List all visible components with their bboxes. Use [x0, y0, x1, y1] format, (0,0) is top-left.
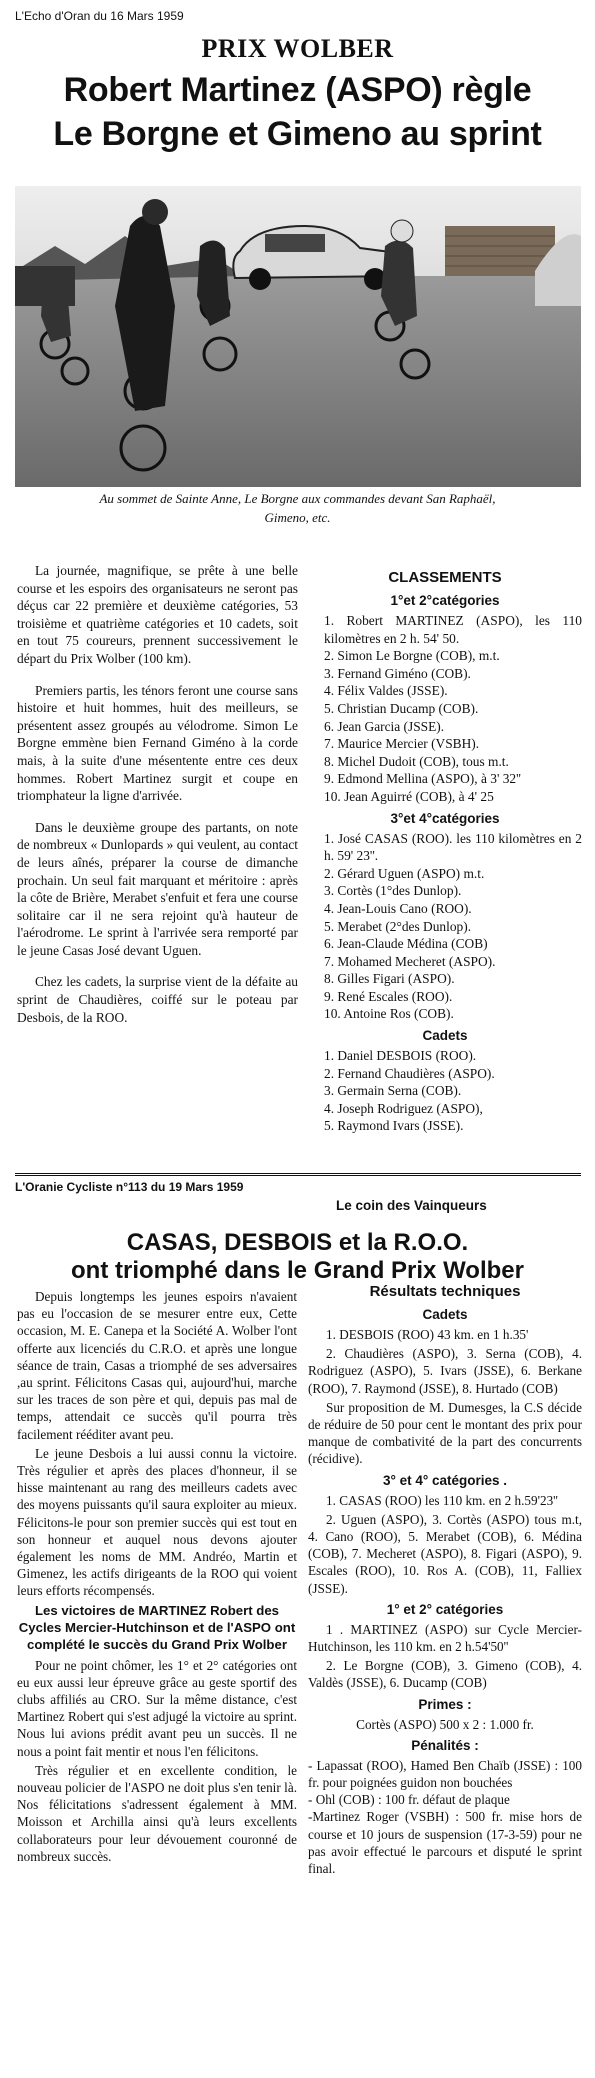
list-item: 1. Robert MARTINEZ (ASPO), les 110 kilomètres en 2 h. 54' 50.: [324, 613, 582, 646]
cadets-title: Cadets: [422, 1028, 468, 1044]
list-item: 10. Jean Aguirré (COB), à 4' 25: [324, 788, 494, 804]
results-title: Résultats techniques: [369, 1283, 521, 1300]
cadets-title-2: Cadets: [422, 1307, 468, 1322]
article2-body: [17, 1288, 297, 1867]
headline-line-2: Le Borgne et Gimeno au sprint: [53, 115, 542, 153]
section-divider: [15, 1173, 581, 1176]
penalty-line: - Ohl (COB) : 100 fr. défaut de plaque: [308, 1792, 510, 1808]
list-item: 8. Gilles Figari (ASPO).: [324, 971, 455, 987]
list-item: 2. Gérard Uguen (ASPO) m.t.: [324, 865, 485, 881]
cadets-note: Sur proposition de M. Dumesges, la C.S décide de réduire de 50 pour cent le montant des prix pour manque de combativité de la part des concurrents (récidive).: [308, 1399, 582, 1467]
list-item: 9. René Escales (ROO).: [324, 988, 453, 1004]
result-line: 2. Chaudières (ASPO), 3. Serna (COB), 4. Rodriguez (ASPO), 5. Ivars (JSSE), 6. Berkane (ROO), 7. Raymond (JSSE), 8. Hurtado (COB): [308, 1346, 582, 1396]
list-item: 2. Simon Le Borgne (COB), m.t.: [324, 648, 500, 664]
list-item: 4. Jean-Louis Cano (ROO).: [324, 900, 472, 916]
list-item: 7. Maurice Mercier (VSBH).: [324, 736, 480, 752]
cat3-title: 3°et 4°catégories: [390, 810, 500, 826]
headline2-line-2: ont triomphé dans le Grand Prix Wolber: [71, 1257, 524, 1284]
paragraph: Depuis longtemps les jeunes espoirs n'avaient pas eu l'occasion de se mesurer entre eux, Cette occasion, M. E. Canepa et la Société A. Wolber l'ont offerte aux licenciés du C.R.O. et après une longue séance de train, Casas a triomphé de ses adversaires ,au sprint. Félicitons Casas qui, aujourd'hui, marche sur les traces de son père et qui, depuis pas mal de temps, attendait ce succès qu'il pourra très facilement rééditer avant peu.: [17, 1289, 297, 1442]
list-item: 3. Germain Serna (COB).: [324, 1083, 462, 1099]
list-item: 8. Michel Dudoit (COB), tous m.t.: [324, 753, 509, 769]
cat1-title: 1°et 2°catégories: [390, 593, 500, 608]
result-line: 1. DESBOIS (ROO) 43 km. en 1 h.35': [326, 1327, 529, 1342]
list-item: 10. Antoine Ros (COB).: [324, 1006, 454, 1022]
list-item: 1. Daniel DESBOIS (ROO).: [324, 1048, 477, 1064]
race-photo-illustration: [15, 186, 581, 487]
penalites-title: Pénalités :: [411, 1737, 479, 1753]
paragraph: Pour ne point chômer, les 1° et 2° catégories ont eu eux aussi leur épreuve grâce au geste sportif des clubs affiliés au CRO. Sur la même distance, c'est Martinez Robert qui s'est adjugé la victoire au sprint. Nous lui avions prédit avant peu un succès. Il ne nous a point fait mentir et nous l'en félicitons.: [17, 1657, 297, 1759]
list-item: 7. Mohamed Mecheret (ASPO).: [324, 953, 496, 969]
result-line: 2. Uguen (ASPO), 3. Cortès (ASPO) tous m.t, 4. Cano (ROO), 5. Merabet (COB), 6. Médina (COB), 7. Mecheret (ASPO), 8. Figari (ASPO), 9. Escales (ROO), 10. Ros A. (COB), 11, Falliex (JSSE).: [308, 1511, 582, 1596]
paragraph: Très régulier et en excellente condition, le nouveau policier de l'ASPO ne doit plus s'en tenir là. Nos félicitations s'adressent également à MM. Moisson et Archilla ainsi qu'à leurs excellents collaborateurs pour leur dévouement couronné de nombreux succès.: [17, 1762, 297, 1864]
list-item: 2. Fernand Chaudières (ASPO).: [324, 1065, 495, 1081]
list-item: 5. Christian Ducamp (COB).: [324, 700, 479, 716]
source-line: L'Echo d'Oran du 16 Mars 1959: [15, 9, 184, 23]
cat1-title-2: 1° et 2° catégories: [386, 1601, 504, 1617]
subhead: Les victoires de MARTINEZ Robert des Cycles Mercier-Hutchinson et de l'ASPO ont complété le succès du Grand Prix Wolber: [18, 1602, 296, 1652]
paragraph: Chez les cadets, la surprise vient de la défaite au sprint de Chaudières, coiffé sur le poteau par Desbois, de la ROO.: [17, 974, 298, 1025]
classements: [308, 568, 582, 1135]
penalty-line: -Martinez Roger (VSBH) : 500 fr. mise hors de course et 10 jours de suspension (17-3-59) pour ne pas avoir effectué le parcours et disputé le sprint final.: [308, 1809, 582, 1877]
source-line-2: L'Oranie Cycliste n°113 du 19 Mars 1959: [15, 1180, 244, 1194]
list-item: 5. Merabet (2°des Dunlop).: [324, 918, 472, 934]
list-item: 3. Cortès (1°des Dunlop).: [324, 883, 462, 899]
paragraph: Le jeune Desbois a lui aussi connu la victoire. Très régulier et après des places d'honneur, il se hisse maintenant au rang des meilleurs cadets avec des moyens puissants qu'il saura exploiter au mieux. Félicitons-le pour son premier succès qui est tout en son honneur et auquel nous devons ajouter également les noms de MM. Andréo, Martin et Gimenez, les actifs dirigeants de la ROO qui voient leurs efforts récompensés.: [17, 1445, 297, 1599]
list-item: 1. José CASAS (ROO). les 110 kilomètres en 2 h. 59' 23''.: [324, 830, 582, 864]
list-item: 6. Jean Garcia (JSSE).: [324, 718, 445, 734]
list-item: 5. Raymond Ivars (JSSE).: [324, 1118, 464, 1134]
result-line: 2. Le Borgne (COB), 3. Gimeno (COB), 4. Valdès (JSSE), 6. Ducamp (COB): [308, 1658, 582, 1691]
headline-line-1: Robert Martinez (ASPO) règle: [63, 71, 532, 109]
cat3-title-2: 3° et 4° catégories .: [382, 1472, 508, 1488]
penalty-line: - Lapassat (ROO), Hamed Ben Chaïb (JSSE) : 100 fr. pour poignées guidon non bouchées: [308, 1757, 582, 1791]
paragraph: Premiers partis, les ténors feront une course sans histoire et huit hommes, huit des meilleurs, se présentent assez groupés au vélodrome. Simon Le Borgne emmène bien Fernand Giméno à la corde mais, à la suite d'une mésentente entre ces deux hommes. Robert Martinez surgit et coupe en triomphateur la ligne d'arrivée.: [17, 682, 298, 804]
list-item: 9. Edmond Mellina (ASPO), à 3' 32'': [324, 771, 521, 787]
list-item: 6. Jean-Claude Médina (COB): [324, 936, 488, 952]
list-item: 4. Félix Valdes (JSSE).: [324, 683, 448, 699]
result-line: 1. CASAS (ROO) les 110 km. en 2 h.59'23'': [326, 1492, 558, 1508]
list-item: 4. Joseph Rodriguez (ASPO),: [324, 1100, 483, 1116]
paragraph: La journée, magnifique, se prête à une belle course et les espoirs des organisateurs ne seront pas déçus car 22 première et deuxième catégories, 53 troisième et quatrième catégories et 10 cadets, soit en tout 75 coureurs, prennent successivement le départ du Prix Wolber (100 km).: [17, 563, 298, 666]
primes-line: Cortès (ASPO) 500 x 2 : 1.000 fr.: [356, 1716, 534, 1732]
paragraph: Dans le deuxième groupe des partants, on note de nombreux « Dunlopards » qui veulent, au contact de leurs aînés, préparer la course de dimanche prochain. Un seul fait marquant et méritoire : après la côte de Brière, Merabet s'enfuit et fera une course solitaire car il ne sera rejoint qu'à hauteur de l'aérodrome. Le sprint à l'arrivée sera remporté par le jeune Casas José devant Uguen.: [17, 819, 298, 958]
results: [308, 1282, 582, 1877]
article1-body: [17, 562, 298, 1040]
result-line: 1 . MARTINEZ (ASPO) sur Cycle Mercier-Hutchinson, les 110 km. en 2 h.54'50'': [308, 1621, 582, 1655]
race-photo: [15, 186, 581, 487]
primes-title: Primes :: [418, 1696, 472, 1712]
caption-line-1: Au sommet de Sainte Anne, Le Borgne aux commandes devant San Raphaël,: [99, 491, 496, 506]
corner-title: Le coin des Vainqueurs: [336, 1198, 487, 1213]
classements-title: CLASSEMENTS: [388, 569, 502, 586]
headline2-line-1: CASAS, DESBOIS et la R.O.O.: [126, 1229, 469, 1256]
kicker-title: PRIX WOLBER: [201, 34, 394, 63]
list-item: 3. Fernand Giméno (COB).: [324, 665, 471, 681]
photo-caption: [0, 489, 595, 527]
caption-line-2: Gimeno, etc.: [264, 510, 331, 525]
